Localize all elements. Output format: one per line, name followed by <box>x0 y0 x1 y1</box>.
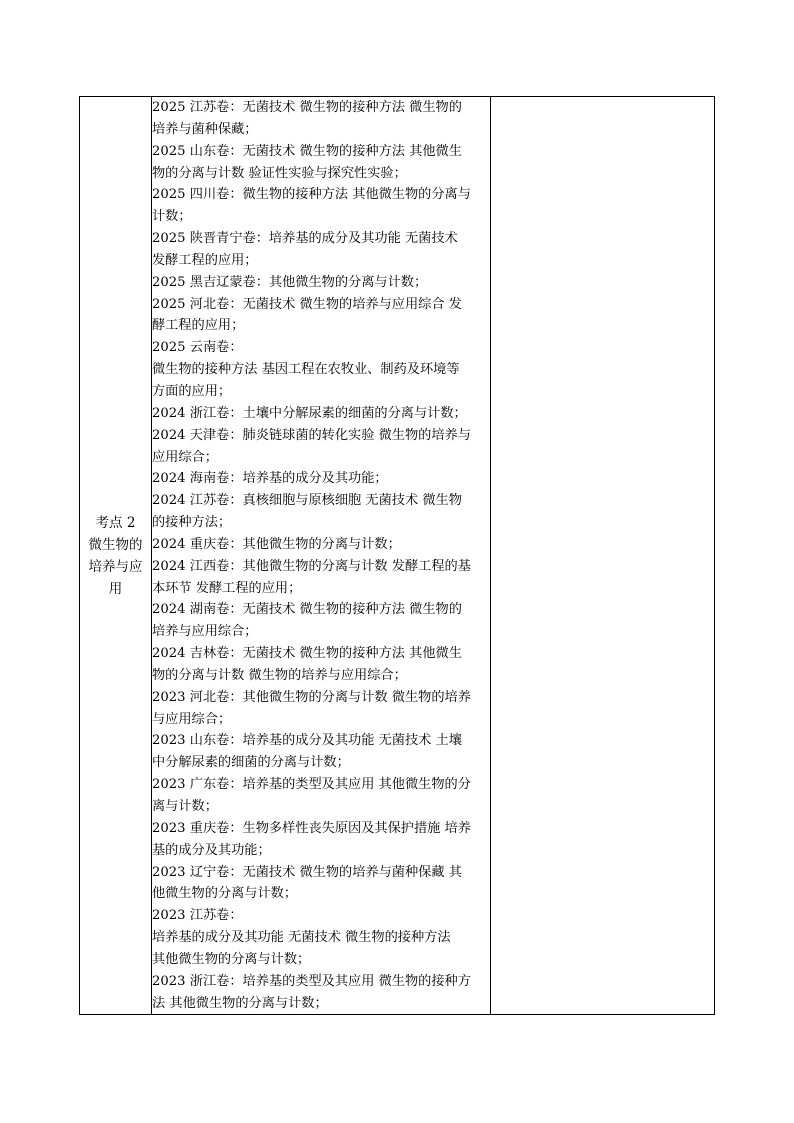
exam-list-line: 2023 浙江卷：培养基的类型及其应用 微生物的接种方 <box>152 973 471 989</box>
exam-list-line: 其他微生物的分离与计数； <box>152 951 311 967</box>
exam-list-line: 发酵工程的应用； <box>152 252 258 268</box>
exam-list-line: 2024 江苏卷：真核细胞与原核细胞 无菌技术 微生物 <box>152 493 462 509</box>
topic-line: 考点 2 <box>95 514 136 531</box>
exam-list-line: 2025 山东卷：无菌技术 微生物的接种方法 其他微生 <box>152 143 462 159</box>
exam-list-line: 2025 四川卷：微生物的接种方法 其他微生物的分离与 <box>152 187 471 203</box>
exam-list-line: 中分解尿素的细菌的分离与计数； <box>152 755 350 771</box>
exam-list-line: 2025 云南卷： <box>152 340 243 356</box>
exam-list-line: 他微生物的分离与计数； <box>152 886 298 902</box>
exam-list-line: 与应用综合； <box>152 711 232 727</box>
exam-list-line: 2024 重庆卷：其他微生物的分离与计数； <box>152 536 401 552</box>
exam-list-line: 2023 辽宁卷：无菌技术 微生物的培养与菌种保藏 其 <box>152 864 462 880</box>
topic-line: 微生物的 <box>88 536 143 553</box>
exam-list-line: 2024 吉林卷：无菌技术 微生物的接种方法 其他微生 <box>152 646 462 662</box>
exam-list-line: 2024 浙江卷：土壤中分解尿素的细菌的分离与计数； <box>152 405 467 421</box>
exam-list-line: 培养与菌种保藏； <box>152 121 258 137</box>
exam-list-line: 2024 天津卷：肺炎链球菌的转化实验 微生物的培养与 <box>152 427 471 443</box>
exam-list-line: 2023 江苏卷： <box>152 908 243 924</box>
exam-list-cell <box>152 97 491 1015</box>
exam-list-line: 的接种方法； <box>152 515 232 531</box>
exam-list-line: 2025 河北卷：无菌技术 微生物的培养与应用综合 发 <box>152 296 462 312</box>
table-row <box>80 97 715 1015</box>
exam-list-line: 2025 黑吉辽蒙卷：其他微生物的分离与计数； <box>152 274 428 290</box>
exam-list-line: 应用综合； <box>152 449 218 465</box>
topic-line: 用 <box>108 580 123 597</box>
exam-list-line: 基的成分及其功能； <box>152 842 271 858</box>
exam-list-line: 2024 海南卷：培养基的成分及其功能； <box>152 471 388 487</box>
exam-list-line: 微生物的接种方法 基因工程在农牧业、制药及环境等 <box>152 362 460 378</box>
exam-list-line: 离与计数； <box>152 799 218 814</box>
empty-notes-cell <box>491 97 715 1015</box>
exam-list-line: 方面的应用； <box>152 383 232 399</box>
topic-cell <box>80 97 152 1015</box>
exam-list-line: 本环节 发酵工程的应用； <box>152 580 302 596</box>
exam-list-line: 2023 山东卷：培养基的成分及其功能 无菌技术 土壤 <box>152 733 462 749</box>
topic-line: 培养与应 <box>88 558 143 575</box>
exam-list-line: 2025 江苏卷：无菌技术 微生物的接种方法 微生物的 <box>152 100 462 115</box>
exam-list-line: 物的分离与计数 验证性实验与探究性实验； <box>152 165 407 181</box>
exam-list-line: 培养与应用综合； <box>152 624 258 640</box>
exam-list-line: 计数； <box>152 209 192 225</box>
exam-list-line: 2023 河北卷：其他微生物的分离与计数 微生物的培养 <box>152 689 471 705</box>
exam-list-line: 培养基的成分及其功能 无菌技术 微生物的接种方法 <box>152 930 451 946</box>
exam-list-line: 2023 重庆卷：生物多样性丧失原因及其保护措施 培养 <box>152 820 471 836</box>
exam-analysis-table <box>79 96 715 1015</box>
exam-list-line: 2023 广东卷：培养基的类型及其应用 其他微生物的分 <box>152 777 471 793</box>
exam-list-line: 2024 湖南卷：无菌技术 微生物的接种方法 微生物的 <box>152 602 462 618</box>
exam-list-line: 2025 陕晋青宁卷：培养基的成分及其功能 无菌技术 <box>152 231 458 247</box>
exam-list-line: 物的分离与计数 微生物的培养与应用综合； <box>152 667 407 683</box>
exam-list-line: 2024 江西卷：其他微生物的分离与计数 发酵工程的基 <box>152 558 471 574</box>
exam-list-line: 法 其他微生物的分离与计数； <box>152 995 328 1011</box>
exam-list-line: 酵工程的应用； <box>152 318 245 334</box>
